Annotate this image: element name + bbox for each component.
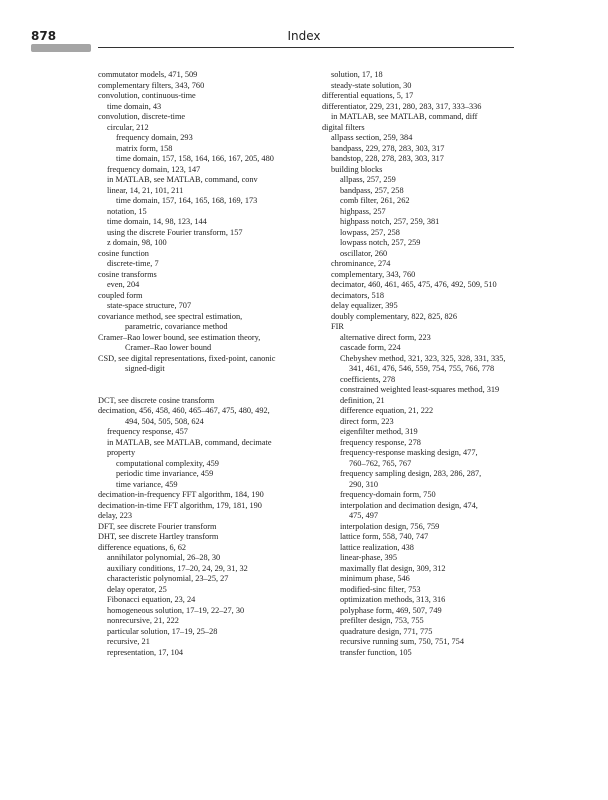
index-entry: matrix form, 158 bbox=[116, 143, 173, 153]
index-entry: coefficients, 278 bbox=[340, 374, 396, 384]
index-entry: frequency-response masking design, 477, bbox=[340, 448, 478, 457]
index-entry: differential equations, 5, 17 bbox=[322, 91, 414, 100]
index-entry bbox=[98, 375, 294, 386]
index-entry: in MATLAB, see MATLAB, command, conv bbox=[107, 175, 258, 184]
index-entry: lowpass, 257, 258 bbox=[340, 227, 400, 237]
index-entry: highpass notch, 257, 259, 381 bbox=[340, 217, 440, 226]
index-entry: time domain, 14, 98, 123, 144 bbox=[107, 217, 207, 226]
index-entry: cosine transforms bbox=[98, 269, 157, 279]
index-entry: decimation-in-time FFT algorithm, 179, 181, 190 bbox=[98, 500, 262, 510]
index-entry: maximally flat design, 309, 312 bbox=[340, 563, 446, 573]
index-entry: convolution, continuous-time bbox=[98, 91, 196, 100]
index-entry: Cramer–Rao lower bound bbox=[125, 343, 212, 352]
index-entry: using the discrete Fourier transform, 157 bbox=[107, 227, 243, 237]
index-entry: Cramer–Rao lower bound, see estimation theory, bbox=[98, 332, 261, 342]
index-entry: DHT, see discrete Hartley transform bbox=[98, 532, 219, 541]
index-entry: Fibonacci equation, 23, 24 bbox=[107, 595, 196, 604]
index-entry: highpass, 257 bbox=[340, 206, 386, 216]
index-entry: circular, 212 bbox=[107, 122, 149, 132]
index-entry: DCT, see discrete cosine transform bbox=[98, 395, 215, 405]
index-entry: decimators, 518 bbox=[331, 290, 384, 300]
index-entry: state-space structure, 707 bbox=[107, 301, 192, 310]
index-entry: even, 204 bbox=[107, 280, 140, 289]
index-entry: interpolation design, 756, 759 bbox=[340, 521, 440, 531]
index-entry: frequency domain, 293 bbox=[116, 133, 193, 142]
index-entry: time variance, 459 bbox=[116, 479, 178, 489]
index-entry: modified-sinc filter, 753 bbox=[340, 584, 421, 594]
index-entry: computational complexity, 459 bbox=[116, 458, 219, 468]
index-entry: optimization methods, 313, 316 bbox=[340, 595, 446, 604]
index-entry: lowpass notch, 257, 259 bbox=[340, 238, 421, 247]
index-entry: parametric, covariance method bbox=[125, 322, 228, 331]
index-entry: characteristic polynomial, 23–25, 27 bbox=[107, 574, 229, 583]
index-entry bbox=[98, 385, 294, 396]
index-entry: particular solution, 17–19, 25–28 bbox=[107, 626, 218, 636]
index-entry: property bbox=[107, 448, 136, 457]
index-column-right bbox=[313, 70, 513, 658]
index-entry: 475, 497 bbox=[349, 511, 379, 520]
index-entry: FIR bbox=[331, 322, 344, 331]
index-entry: decimator, 460, 461, 465, 475, 476, 492, 509, 510 bbox=[331, 280, 497, 289]
index-entry: allpass, 257, 259 bbox=[340, 175, 396, 184]
index-entry: recursive, 21 bbox=[107, 637, 150, 646]
index-entry: direct form, 223 bbox=[340, 416, 394, 426]
index-entry: delay operator, 25 bbox=[107, 584, 167, 594]
index-entry: differentiator, 229, 231, 280, 283, 317, 333–336 bbox=[322, 101, 482, 111]
index-entry: linear, 14, 21, 101, 211 bbox=[107, 185, 184, 195]
index-entry: bandpass, 257, 258 bbox=[340, 185, 404, 195]
index-entry: cosine function bbox=[98, 248, 149, 258]
index-entry: DFT, see discrete Fourier transform bbox=[98, 521, 217, 531]
index-entry: allpass section, 259, 384 bbox=[331, 133, 413, 142]
page-number: 878 bbox=[31, 29, 57, 43]
index-entry: commutator models, 471, 509 bbox=[98, 70, 198, 79]
index-entry: coupled form bbox=[98, 290, 143, 300]
index-entry: lattice form, 558, 740, 747 bbox=[340, 532, 429, 541]
index-entry: digital filters bbox=[322, 122, 365, 132]
index-entry: transfer function, 105 bbox=[340, 647, 412, 657]
header-rule bbox=[98, 47, 514, 48]
index-entry: decimation-in-frequency FFT algorithm, 184, 190 bbox=[98, 490, 264, 499]
index-entry: CSD, see digital representations, fixed-point, canonic bbox=[98, 353, 276, 363]
index-entry: delay equalizer, 395 bbox=[331, 301, 398, 310]
index-entry: nonrecursive, 21, 222 bbox=[107, 616, 179, 625]
index-entry: frequency domain, 123, 147 bbox=[107, 164, 201, 174]
index-entry: periodic time invariance, 459 bbox=[116, 469, 214, 478]
page-title: Index bbox=[287, 29, 321, 43]
index-entry: quadrature design, 771, 775 bbox=[340, 626, 433, 636]
index-entry: frequency sampling design, 283, 286, 287, bbox=[340, 469, 482, 478]
index-entry: time domain, 157, 158, 164, 166, 167, 205, 480 bbox=[116, 154, 274, 163]
index-entry: 341, 461, 476, 546, 559, 754, 755, 766, 778 bbox=[349, 364, 495, 373]
index-entry: difference equation, 21, 222 bbox=[340, 406, 434, 415]
index-entry: interpolation and decimation design, 474, bbox=[340, 500, 478, 510]
index-entry: annihilator polynomial, 26–28, 30 bbox=[107, 553, 221, 562]
index-entry: complementary filters, 343, 760 bbox=[98, 80, 205, 90]
index-entry: eigenfilter method, 319 bbox=[340, 427, 418, 436]
index-entry: lattice realization, 438 bbox=[340, 542, 414, 552]
index-entry: Chebyshev method, 321, 323, 325, 328, 331, 335, bbox=[340, 353, 506, 363]
index-entry: frequency-domain form, 750 bbox=[340, 490, 436, 499]
index-entry: 290, 310 bbox=[349, 479, 379, 489]
index-entry: 494, 504, 505, 508, 624 bbox=[125, 416, 204, 426]
index-entry: complementary, 343, 760 bbox=[331, 269, 416, 279]
index-entry: alternative direct form, 223 bbox=[340, 332, 431, 342]
index-entry: signed-digit bbox=[125, 364, 165, 373]
index-entry: frequency response, 278 bbox=[340, 437, 421, 447]
index-entry: bandpass, 229, 278, 283, 303, 317 bbox=[331, 143, 445, 153]
index-entry: frequency response, 457 bbox=[107, 427, 188, 436]
index-entry: cascade form, 224 bbox=[340, 343, 401, 352]
index-entry: decimation, 456, 458, 460, 465–467, 475, 480, 492, bbox=[98, 406, 270, 415]
index-entry: steady-state solution, 30 bbox=[331, 80, 412, 90]
index-entry: bandstop, 228, 278, 283, 303, 317 bbox=[331, 154, 444, 163]
index-entry: z domain, 98, 100 bbox=[107, 238, 167, 247]
index-entry: oscillator, 260 bbox=[340, 248, 388, 258]
index-entry: chrominance, 274 bbox=[331, 259, 391, 268]
index-entry: discrete-time, 7 bbox=[107, 259, 159, 268]
index-entry: recursive running sum, 750, 751, 754 bbox=[340, 637, 464, 646]
index-entry: time domain, 157, 164, 165, 168, 169, 173 bbox=[116, 196, 258, 205]
index-column-left bbox=[98, 70, 294, 658]
index-entry: 760–762, 765, 767 bbox=[349, 458, 412, 468]
index-entry: in MATLAB, see MATLAB, command, diff bbox=[331, 112, 478, 121]
index-entry: constrained weighted least-squares method, 319 bbox=[340, 385, 500, 394]
index-entry: notation, 15 bbox=[107, 206, 147, 216]
index-entry: delay, 223 bbox=[98, 511, 133, 520]
index-entry: minimum phase, 546 bbox=[340, 574, 410, 583]
index-entry: in MATLAB, see MATLAB, command, decimate bbox=[107, 437, 272, 447]
index-entry: polyphase form, 469, 507, 749 bbox=[340, 605, 442, 615]
index-entry: definition, 21 bbox=[340, 395, 385, 405]
index-entry: representation, 17, 104 bbox=[107, 647, 184, 657]
thumb-tab-marker bbox=[31, 44, 91, 52]
index-entry: linear-phase, 395 bbox=[340, 553, 397, 562]
index-entry: homogeneous solution, 17–19, 22–27, 30 bbox=[107, 605, 245, 615]
index-entry: comb filter, 261, 262 bbox=[340, 196, 410, 205]
index-entry: auxiliary conditions, 17–20, 24, 29, 31, 32 bbox=[107, 563, 248, 573]
index-entry: covariance method, see spectral estimation, bbox=[98, 311, 243, 321]
index-entry: doubly complementary, 822, 825, 826 bbox=[331, 311, 457, 321]
index-entry: building blocks bbox=[331, 164, 383, 174]
index-entry: solution, 17, 18 bbox=[331, 70, 383, 79]
index-entry: difference equations, 6, 62 bbox=[98, 542, 187, 552]
index-entry: convolution, discrete-time bbox=[98, 112, 186, 121]
index-entry: time domain, 43 bbox=[107, 101, 162, 111]
index-entry: prefilter design, 753, 755 bbox=[340, 616, 424, 625]
